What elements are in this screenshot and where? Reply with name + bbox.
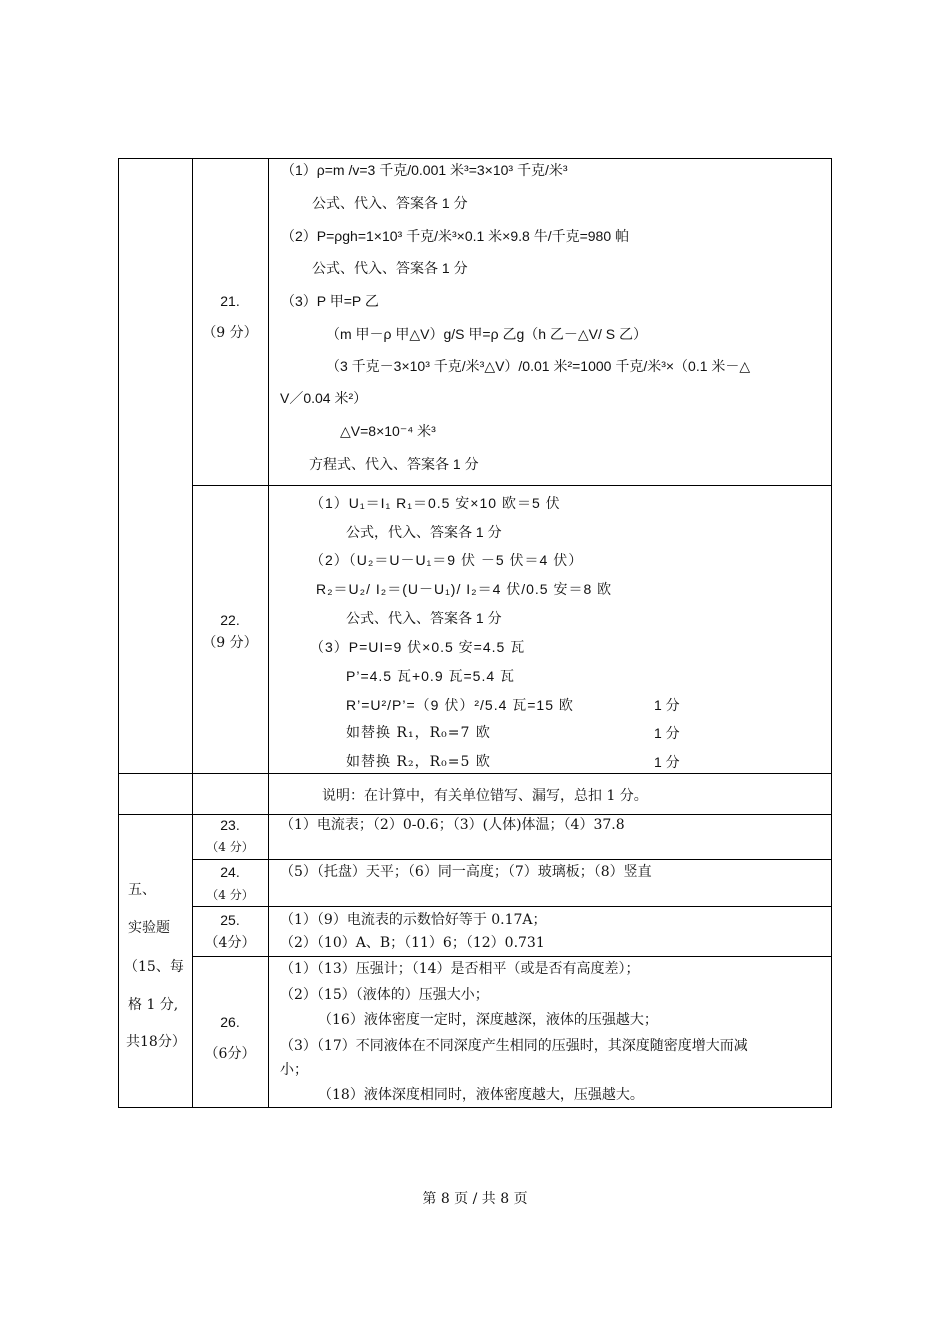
q22-part3-replace-r2: 如替换 R₂，R₀=5 欧 — [346, 754, 491, 770]
q24-score: （4 分） — [206, 888, 254, 902]
table-border-bottom — [118, 1107, 832, 1108]
row-divider-24-25 — [192, 906, 832, 907]
q25-score: （4分） — [204, 935, 256, 951]
q22-part1-formula: （1）U₁＝I₁ R₁＝0.5 安×10 欧＝5 伏 — [310, 495, 561, 511]
q25-label: 25. — [220, 912, 240, 928]
row-divider-25-26 — [192, 956, 832, 957]
q21-part2-formula: （2）P=ρgh=1×10³ 千克/米³×0.1 米×9.8 牛/千克=980 帕 — [281, 228, 630, 244]
q21-part2-score: 公式、代入、答案各 1 分 — [312, 260, 468, 276]
q22-part3-score-2: 1 分 — [654, 725, 680, 741]
q21-part3-substitution-cont: V／0.04 米²） — [280, 390, 368, 406]
q25-answer-line1: （1）（9）电流表的示数恰好等于 0.17A； — [280, 912, 547, 928]
table-border-right — [831, 158, 832, 1108]
q22-part2-resistance: R₂＝U₂/ I₂＝(U－U₁)/ I₂＝4 伏/0.5 安＝8 欧 — [316, 581, 613, 597]
table-divider-col2 — [268, 158, 269, 1108]
q22-part2-voltage: （2）（U₂＝U－U₁＝9 伏 －5 伏＝4 伏） — [310, 552, 584, 568]
q26-answer-line2: （2）（15）（液体的）压强大小； — [280, 987, 489, 1003]
q21-part3-equation: （3）P 甲=P 乙 — [281, 293, 379, 309]
q26-answer-line3: （16）液体密度一定时，深度越深，液体的压强越大； — [318, 1012, 658, 1028]
q26-answer-line5: 小； — [280, 1062, 308, 1078]
row-divider-note-23 — [118, 814, 832, 815]
q21-part1-formula: （1）ρ=m /v=3 千克/0.001 米³=3×10³ 千克/米³ — [281, 162, 568, 178]
row-divider-23-24 — [192, 859, 832, 860]
page-footer: 第 8 页 / 共 8 页 — [422, 1191, 528, 1207]
q26-answer-line6: （18）液体深度相同时，液体密度越大，压强越大。 — [318, 1087, 644, 1103]
q22-part3-new-resistance: R’=U²/P’=（9 伏）²/5.4 瓦=15 欧 — [346, 697, 574, 713]
table-border-left — [118, 158, 119, 1108]
section5-title: 实验题 — [128, 920, 170, 936]
q21-part1-score: 公式、代入、答案各 1 分 — [312, 195, 468, 211]
q26-answer-line1: （1）（13）压强计；（14）是否相平（或是否有高度差）； — [280, 961, 640, 977]
q26-score: （6分） — [204, 1046, 256, 1062]
q22-part3-new-power: P’=4.5 瓦+0.9 瓦=5.4 瓦 — [346, 668, 516, 684]
q22-part2-score: 公式、代入、答案各 1 分 — [346, 610, 502, 626]
q21-part3-expansion: （m 甲－ρ 甲△V）g/S 甲=ρ 乙g（h 乙－△V/ S 乙） — [326, 326, 648, 342]
section5-rule-line3: 共18分） — [126, 1034, 186, 1050]
q22-part3-score-3: 1 分 — [654, 754, 680, 770]
q22-score: （9 分） — [202, 635, 258, 651]
q22-label: 22. — [220, 612, 240, 628]
q21-score: （9 分） — [202, 325, 258, 341]
section5-rule-line1: （15、每 — [124, 959, 184, 975]
q22-part3-replace-r1: 如替换 R₁，R₀=7 欧 — [346, 725, 491, 741]
q21-part3-score: 方程式、代入、答案各 1 分 — [309, 456, 479, 472]
q24-label: 24. — [220, 864, 240, 880]
q23-answer: （1）电流表；（2）0-0.6；（3）(人体)体温；（4）37.8 — [280, 817, 625, 833]
q21-part3-substitution: （3 千克－3×10³ 千克/米³△V）/0.01 米²=1000 千克/米³×（0.1 米－△ — [326, 358, 751, 374]
section5-number: 五、 — [128, 882, 156, 898]
q22-part1-score: 公式，代入、答案各 1 分 — [346, 524, 502, 540]
row-divider-22-note — [118, 773, 832, 774]
q26-label: 26. — [220, 1014, 240, 1030]
q25-answer-line2: （2）（10）A、B；（11）6；（12）0.731 — [280, 935, 545, 951]
row-divider-21-22 — [192, 485, 832, 486]
table-border-top — [118, 158, 832, 159]
q23-score: （4 分） — [206, 840, 254, 854]
q22-part3-power: （3）P=UI=9 伏×0.5 安=4.5 瓦 — [310, 639, 526, 655]
q22-part3-score-1: 1 分 — [654, 697, 680, 713]
q24-answer: （5）（托盘）天平；（6）同一高度；（7）玻璃板；（8）竖直 — [280, 864, 652, 880]
q23-label: 23. — [220, 817, 240, 833]
q21-label: 21. — [220, 293, 240, 309]
q26-answer-line4: （3）（17）不同液体在不同深度产生相同的压强时，其深度随密度增大而减 — [280, 1038, 748, 1054]
scoring-note: 说明：在计算中，有关单位错写、漏写，总扣 1 分。 — [322, 788, 648, 804]
section5-rule-line2: 格 1 分, — [128, 997, 179, 1013]
q21-part3-result: △V=8×10⁻⁴ 米³ — [340, 423, 436, 439]
